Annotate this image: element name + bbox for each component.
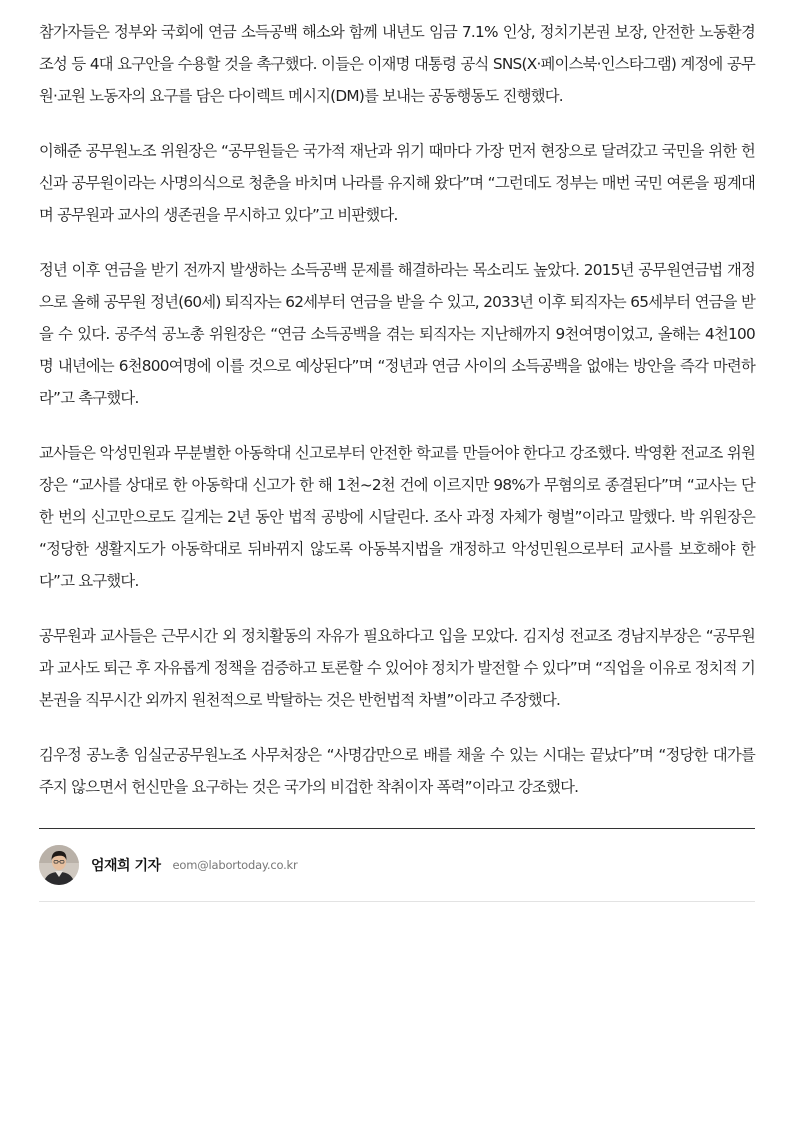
article-paragraph: 김우정 공노총 임실군공무원노조 사무처장은 “사명감만으로 배를 채울 수 있는 시대는 끝났다”며 “정당한 대가를 주지 않으면서 헌신만을 요구하는 것은 국가의 비겁한 착취이자 폭력”이라고 강조했다. [39,746,755,796]
article-paragraph: 공무원과 교사들은 근무시간 외 정치활동의 자유가 필요하다고 입을 모았다. 김지성 전교조 경남지부장은 “공무원과 교사도 퇴근 후 자유롭게 정책을 검증하고 토론할 수 있어야 정치가 발전할 수 있다”며 “직업을 이유로 정치적 기본권을 직무시간 외까지 원천적으로 박탈하는 것은 반헌법적 차별”이라고 주장했다. [39,627,755,709]
byline-top-divider [39,828,755,829]
reporter-avatar[interactable] [39,845,79,885]
reporter-name[interactable]: 엄재희 기자 [91,858,161,874]
byline-bottom-divider [39,901,755,902]
reporter-email[interactable]: eom@labortoday.co.kr [172,858,298,872]
article-paragraph: 이해준 공무원노조 위원장은 “공무원들은 국가적 재난과 위기 때마다 가장 먼저 현장으로 달려갔고 국민을 위한 헌신과 공무원이라는 사명의식으로 청춘을 바치며 나라를 유지해 왔다”며 “그런데도 정부는 매번 국민 여론을 핑계대며 공무원과 교사의 생존권을 무시하고 있다”고 비판했다. [39,142,755,224]
article-paragraph: 정년 이후 연금을 받기 전까지 발생하는 소득공백 문제를 해결하라는 목소리도 높았다. 2015년 공무원연금법 개정으로 올해 공무원 정년(60세) 퇴직자는 62세부터 연금을 받을 수 있고, 2033년 이후 퇴직자는 65세부터 연금을 받을 수 있다. 공주석 공노총 위원장은 “연금 소득공백을 겪는 퇴직자는 지난해까지 9천여명이었고, 올해는 4천100명 내년에는 6천800여명에 이를 것으로 예상된다”며 “정년과 연금 사이의 소득공백을 없애는 방안을 즉각 마련하라”고 촉구했다. [39,261,755,407]
article-paragraph: 참가자들은 정부와 국회에 연금 소득공백 해소와 함께 내년도 임금 7.1% 인상, 정치기본권 보장, 안전한 노동환경 조성 등 4대 요구안을 수용할 것을 촉구했다. 이들은 이재명 대통령 공식 SNS(X·페이스북·인스타그램) 계정에 공무원·교원 노동자의 요구를 담은 다이렉트 메시지(DM)를 보내는 공동행동도 진행했다. [39,23,755,105]
article-body [39,16,755,826]
article-paragraph: 교사들은 악성민원과 무분별한 아동학대 신고로부터 안전한 학교를 만들어야 한다고 강조했다. 박영환 전교조 위원장은 “교사를 상대로 한 아동학대 신고가 한 해 1천~2천 건에 이르지만 98%가 무혐의로 종결된다”며 “교사는 단 한 번의 신고만으로도 길게는 2년 동안 법적 공방에 시달린다. 조사 과정 자체가 형벌”이라고 말했다. 박 위원장은 “정당한 생활지도가 아동학대로 뒤바뀌지 않도록 아동복지법을 개정하고 악성민원으로부터 교사를 보호해야 한다”고 요구했다. [39,444,755,590]
reporter-photo-icon [39,845,79,885]
reporter-byline [39,844,755,886]
